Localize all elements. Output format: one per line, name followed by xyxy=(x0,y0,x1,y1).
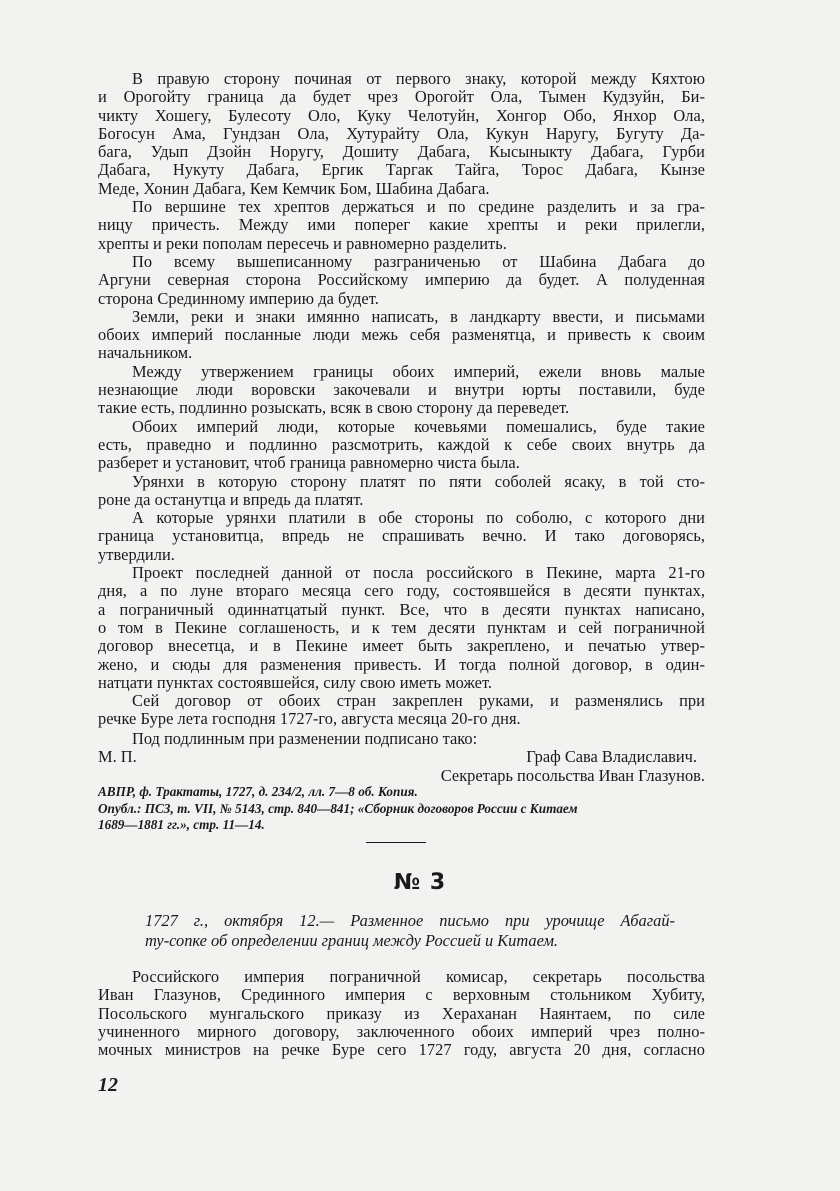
text-line: договор внесетца, и в Пекине имеет быть закреплено, и печатью утвер- xyxy=(98,636,705,656)
text-line: Иван Глазунов, Срединного империя с верховным стольником Хубиту, xyxy=(98,985,705,1005)
text-line: учиненного мирного договору, заключенного обоих империй чрез полно- xyxy=(98,1021,705,1041)
document-number: № 3 xyxy=(393,870,447,895)
text-line: незнающие люди воровски закочевали и внутри юрты поставили, буде xyxy=(98,380,705,400)
signature-intro: Под подлинным при разменении подписано тако: xyxy=(132,729,478,748)
text-line: роне да останутца и впредь да платят. xyxy=(98,489,364,509)
text-line: дня, а по луне втораго месяца сего году, состоявшейся в десяти пунктах, xyxy=(98,581,705,601)
source-line: 1689—1881 гг.», стр. 11—14. xyxy=(98,817,265,832)
text-line: А которые урянхи платили в обе стороны по соболю, с которого дни xyxy=(132,508,705,528)
source-line: АВПР, ф. Трактаты, 1727, д. 234/2, лл. 7—8 об. Копия. xyxy=(98,784,418,799)
text-line: Урянхи в которую сторону платят по пяти соболей ясаку, в той сто- xyxy=(132,471,705,491)
text-line: Сей договор от обоих стран закреплен руками, и разменялись при xyxy=(132,691,705,711)
text-line: Меде, Хонин Дабага, Кем Кемчик Бом, Шабина Дабага. xyxy=(98,178,490,198)
archival-source xyxy=(98,784,705,834)
text-line: Российского империя пограничной комисар, секретарь посольства xyxy=(132,967,705,986)
text-line: начальником. xyxy=(98,343,193,363)
text-line: Земли, реки и знаки имянно написать, в ландкарту ввести, и письмами xyxy=(132,306,705,326)
heading-line: ту-сопке об определении границ между Россией и Китаем. xyxy=(145,930,559,950)
text-line: ницу причесть. Между ими поперег какие хрепты и реки прилегли, xyxy=(98,215,705,235)
text-line: натцати пунктах состоявшейся, силу свою иметь может. xyxy=(98,672,493,692)
text-line: граница установитца, впредь не спрашивать вечно. И тако договорясь, xyxy=(98,526,705,546)
text-line: По всему вышеписанному разграниченью от Шабина Дабага до xyxy=(132,251,705,271)
source-line: Опубл.: ПСЗ, т. VII, № 5143, стр. 840—841; «Сборник договоров России с Китаем xyxy=(98,800,578,816)
document-heading xyxy=(145,911,675,950)
text-line: В правую сторону починая от первого знаку, которой между Кяхтою xyxy=(132,69,705,88)
text-line: о том в Пекине соглашеность, и к тем десяти пунктам и сей пограничной xyxy=(98,617,705,637)
heading-line: 1727 г., октября 12.— Разменное письмо при урочище Абагай- xyxy=(145,911,675,930)
text-line: Аргуни северная сторона Российскому империю да будет. А полуденная xyxy=(98,270,705,290)
text-line: Между утвержением границы обоих империй, ежели вновь малые xyxy=(132,361,705,381)
text-line: бага, Удып Дзойн Норугу, Дошиту Дабага, Кысыныкту Дабага, Гурби xyxy=(98,142,705,162)
text-line: есть, праведно и подлинно разсмотрить, каждой к себе своих внутрь да xyxy=(98,434,705,454)
text-line: Проект последней данной от посла российского в Пекине, марта 21-го xyxy=(132,563,705,583)
text-line: сторона Срединному империю да будет. xyxy=(98,288,379,308)
text-line: хрепты и реки пополам пересечь и равномерно разделить. xyxy=(98,233,507,253)
text-line: утвердили. xyxy=(98,544,175,564)
signature-block xyxy=(98,730,705,785)
section-divider xyxy=(366,842,426,843)
text-line: и Орогойту граница да будет чрез Орогойт Ола, Тымен Кудзуйн, Би- xyxy=(98,87,705,107)
text-line: По вершине тех хрептов держаться и по средине разделить и за гра- xyxy=(132,197,705,217)
text-line: жено, и сюды для разменения привесть. И тогда полной договор, в один- xyxy=(98,654,705,674)
text-line: такие есть, подлинно розыскать, всяк в свою сторону да переведет. xyxy=(98,398,570,418)
letter-text xyxy=(98,968,705,1059)
treaty-text xyxy=(98,70,705,729)
text-line: Посольского мунгальского приказу из Хераханан Наянтаем, по силе xyxy=(98,1003,705,1023)
text-line: Дабага, Нукуту Дабага, Ергик Таргак Тайга, Торос Дабага, Кынзе xyxy=(98,160,705,180)
signer-name: Секретарь посольства Иван Глазунов. xyxy=(440,765,705,785)
text-line: Обоих империй люди, которые кочевьями помешались, буде такие xyxy=(132,416,705,436)
text-line: разберет и установит, чтоб граница равномерно чиста была. xyxy=(98,453,520,473)
seal-mark: М. П. xyxy=(98,747,137,767)
text-line: чикту Хошегу, Булесоту Оло, Куку Челотуйн, Хонгор Обо, Янхор Ола, xyxy=(98,105,705,125)
text-line: Богосун Ама, Гундзан Ола, Хутурайту Ола, Кукун Наругу, Бугуту Да- xyxy=(98,123,705,143)
signer-name: Граф Сава Владиславич. xyxy=(526,747,697,767)
text-line: речке Буре лета господня 1727-го, августа месяца 20-го дня. xyxy=(98,709,521,729)
page-number: 12 xyxy=(98,1074,118,1096)
text-line: а пограничный одиннатцатый пункт. Все, что в десяти пунктах написано, xyxy=(98,599,705,619)
text-line: мочных министров на речке Буре сего 1727 году, августа 20 дня, согласно xyxy=(98,1040,705,1060)
text-line: обоих империй посланные люди межь себя разменятца, и привесть к своим xyxy=(98,325,705,345)
